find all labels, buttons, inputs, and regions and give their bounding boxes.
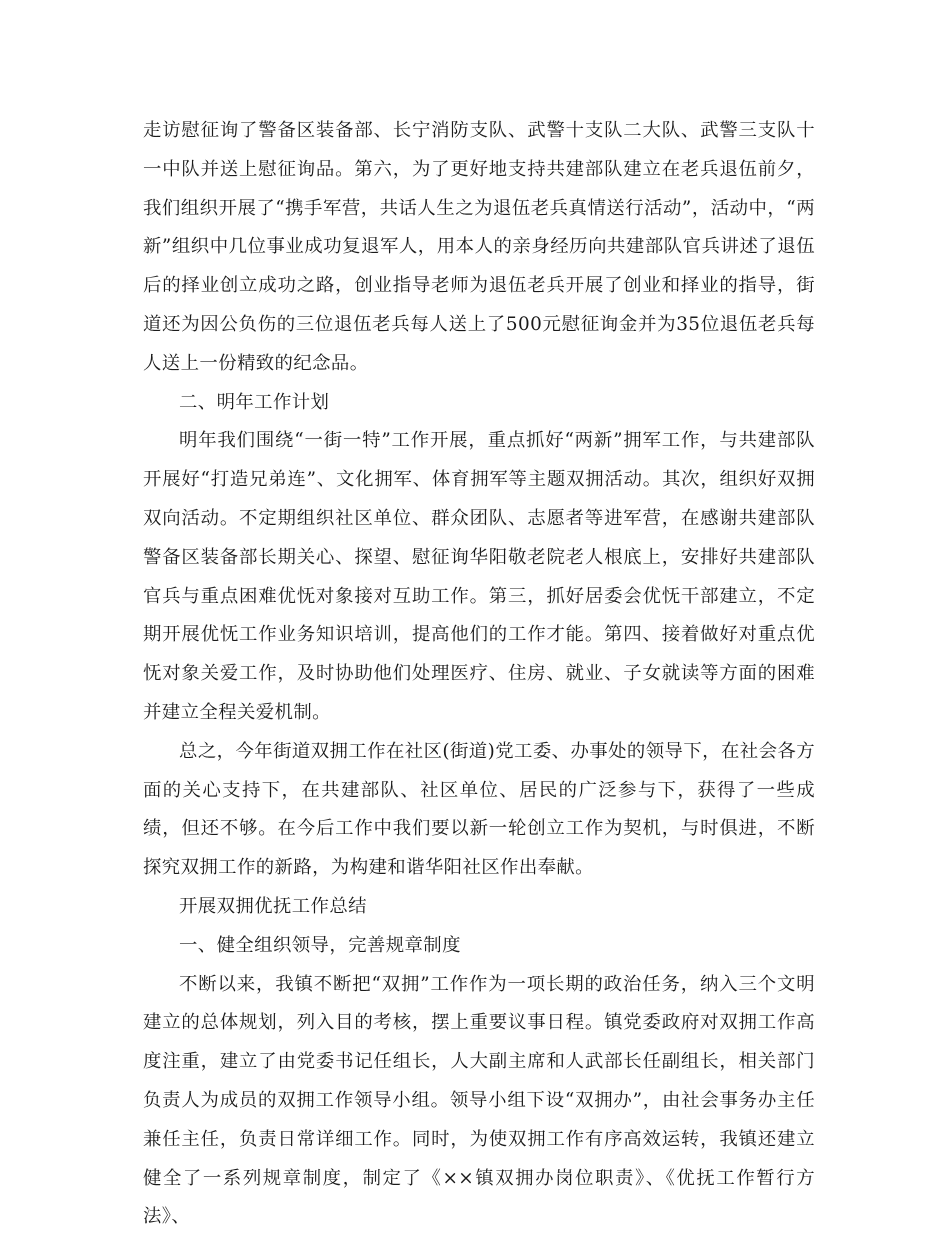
- section-heading-organization: 一、健全组织领导，完善规章制度: [179, 934, 461, 956]
- paragraph-1: 走访慰征询了警备区装备部、长宁消防支队、武警十支队二大队、武警三支队十一中队并送上慰征询品。第六，为了更好地支持共建部队建立在老兵退伍前夕，我们组织开展了“携手军营，共话人生之为退伍老兵真情送行活动”，活动中，“两新”组织中几位事业成功复退军人，用本人的亲身经历向共建部队官兵讲述了退伍后的择业创立成功之路，创业指导老师为退伍老兵开展了创业和择业的指导，街道还为因公负伤的三位退伍老兵每人送上了500元慰征询金并为35位退伍老兵每人送上一份精致的纪念品。: [143, 120, 815, 374]
- paragraph-conclusion: 总之，今年街道双拥工作在社区(街道)党工委、办事处的领导下，在社会各方面的关心支持下，在共建部队、社区单位、居民的广泛参与下，获得了一些成绩，但还不够。在今后工作中我们要以新一轮创立工作为契机，与时俱进，不断探究双拥工作的新路，为构建和谐华阳社区作出奉献。: [143, 740, 815, 879]
- document-body: [143, 112, 815, 1237]
- paragraph-next-year-plan: 明年我们围绕“一街一特”工作开展，重点抓好“两新”拥军工作，与共建部队开展好“打造兄弟连”、文化拥军、体育拥军等主题双拥活动。其次，组织好双拥双向活动。不定期组织社区单位、群众团队、志愿者等进军营，在感谢共建部队警备区装备部长期关心、探望、慰征询华阳敬老院老人根底上，安排好共建部队官兵与重点困难优怃对象接对互助工作。第三，抓好居委会优怃干部建立，不定期开展优怃工作业务知识培训，提高他们的工作才能。第四、接着做好对重点优怃对象关爱工作，及时协助他们处理医疗、住房、就业、子女就读等方面的困难并建立全程关爱机制。: [143, 430, 815, 723]
- section-heading-next-year-plan: 二、明年工作计划: [179, 391, 330, 413]
- paragraph-organization: 不断以来，我镇不断把“双拥”工作作为一项长期的政治任务，纳入三个文明建立的总体规划，列入目的考核，摆上重要议事日程。镇党委政府对双拥工作高度注重，建立了由党委书记任组长，人大副主席和人武部长任副组长，相关部门负责人为成员的双拥工作领导小组。领导小组下设“双拥办”，由社会事务办主任兼任主任，负责日常详细工作。同时，为使双拥工作有序高效运转，我镇还建立健全了一系列规章制度，制定了《××镇双拥办岗位职责》、《优抚工作暂行方法》、: [143, 973, 815, 1228]
- document-subtitle: 开展双拥优抚工作总结: [179, 895, 367, 917]
